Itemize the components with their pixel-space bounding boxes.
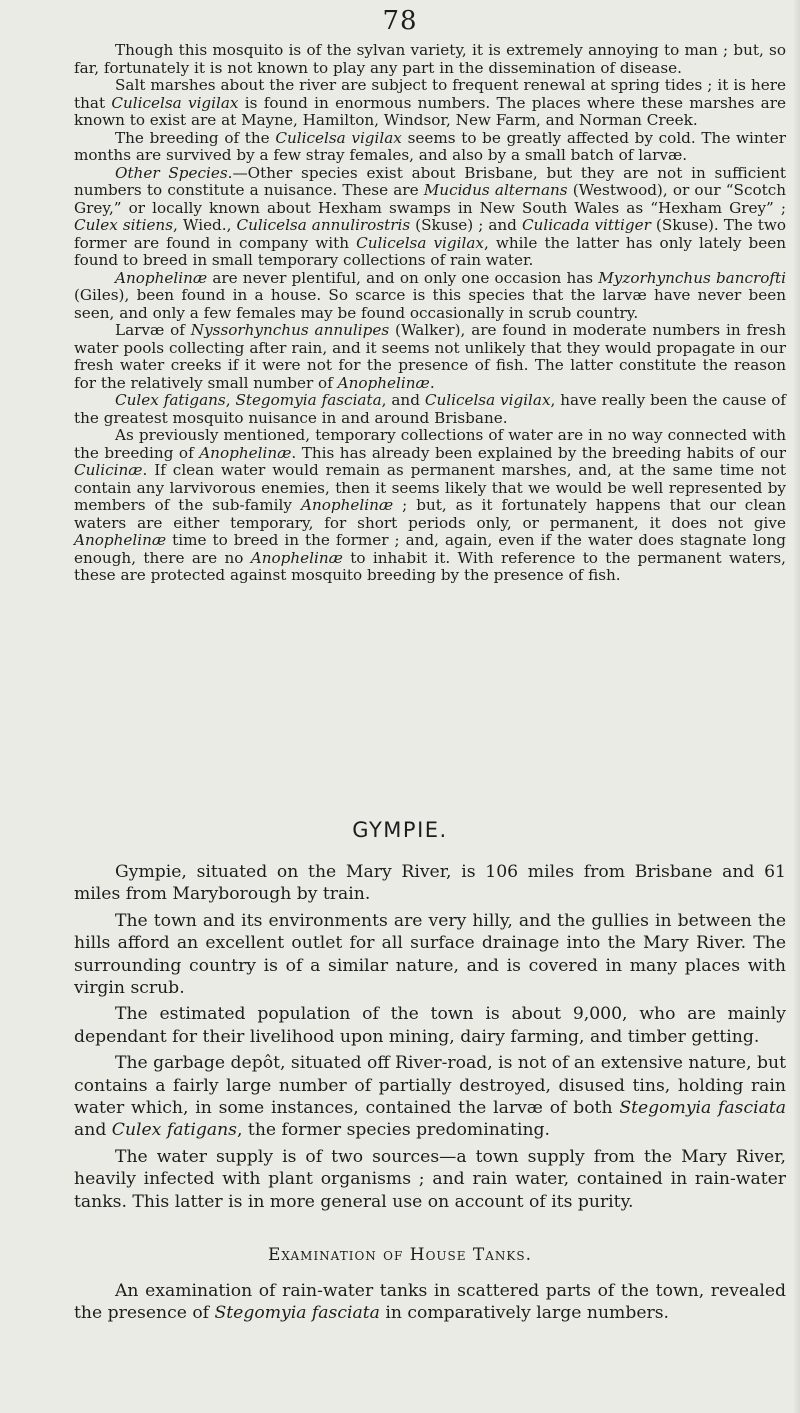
paragraph: Anophelinæ are never plentiful, and on only one occasion has Myzorhynchus bancrofti (Giles), been found in a house. So scarce is this species that the larvæ have never been seen, and only a few females may be found occasionally in scrub country.: [74, 268, 787, 322]
paragraph: Though this mosquito is of the sylvan variety, it is extremely annoying to man ; but, so far, fortunately it is not known to play any part in the dissemination of disease.: [74, 41, 786, 77]
paragraph: Culex fatigans, Stegomyia fasciata, and Culicelsa vigilax, have really been the cause of the greatest mosquito nuisance in and around Brisbane.: [74, 391, 786, 427]
house-tanks-text-block: [74, 1280, 786, 1325]
paragraph: As previously mentioned, temporary collections of water are in no way connected with the breeding of Anophelinæ. This has already been explained by the breeding habits of our Culicinæ. If clean water would remain as permanent marshes, and, at the same time not contain any larvivorous enemies, then it seems likely that we would be well represented by members of the sub-family Anophelinæ ; but, as it fortunately happens that our clean waters are either temporary, for short periods only, or permanent, it does not give Anophelinæ time to breed in the former ; and, again, even if the water does stagnate long enough, there are no Anophelinæ to inhabit it. With reference to the permanent waters, these are protected against mosquito breeding by the presence of fish.: [74, 426, 786, 584]
paragraph: The water supply is of two sources—a town supply from the Mary River, heavily infected with plant organisms ; and rain water, contained in rain-water tanks. This latter is in more general use on account of its purity.: [74, 1146, 786, 1212]
paragraph: The garbage depôt, situated off River-road, is not of an extensive nature, but contains a fairly large number of partially destroyed, disused tins, holding rain water which, in some instances, contained the larvæ of both Stegomyia fasciata and Culex fatigans, the former species predominating.: [74, 1053, 786, 1141]
paragraph: Larvæ of Nyssorhynchus annulipes (Walker), are found in moderate numbers in fresh water pools collecting after rain, and it seems not unlikely that they would propagate in our fresh water creeks if it were not for the presence of fish. The latter constitute the reason for the relatively small number of Anophelinæ.: [74, 321, 786, 392]
paragraph: Salt marshes about the river are subject to frequent renewal at spring tides ; it is here that Culicelsa vigilax is found in enormous numbers. The places where these marshes are known to exist are at Mayne, Hamilton, Windsor, New Farm, and Norman Creek.: [74, 76, 786, 129]
page-edge-shadow: [793, 0, 800, 1413]
paragraph: The estimated population of the town is about 9,000, who are mainly dependant for their livelihood upon mining, dairy farming, and timber getting.: [74, 1004, 786, 1047]
gympie-text-block: [74, 861, 786, 1217]
paragraph: The town and its environments are very hilly, and the gullies in between the hills afford an excellent outlet for all surface drainage into the Mary River. The surrounding country is of a similar nature, and is covered in many places with virgin scrub.: [74, 910, 786, 999]
paragraph: An examination of rain-water tanks in scattered parts of the town, revealed the presence of Stegomyia fasciata in comparatively large numbers.: [74, 1281, 786, 1324]
paragraph: The breeding of the Culicelsa vigilax seems to be greatly affected by cold. The winter months are survived by a few stray females, and also by a small batch of larvæ.: [74, 128, 787, 164]
page-number: 78: [382, 6, 418, 36]
upper-text-block: [74, 42, 786, 585]
section-heading-gympie: GYMPIE.: [352, 818, 448, 842]
subheading-house-tanks: Examination of House Tanks.: [267, 1245, 533, 1265]
paragraph: Gympie, situated on the Mary River, is 106 miles from Brisbane and 61 miles from Maryborough by train.: [74, 862, 786, 905]
paragraph: Other Species.—Other species exist about Brisbane, but they are not in sufficient numbers to constitute a nuisance. These are Mucidus alternans (Westwood), or our “Scotch Grey,” or locally known about Hexham swamps in New South Wales as “Hexham Grey” ; Culex sitiens, Wied., Culicelsa annulirostris (Skuse) ; and Culicada vittiger (Skuse). The two former are found in company with Culicelsa vigilax, while the latter has only lately been found to breed in small temporary collections of rain water.: [74, 163, 786, 269]
